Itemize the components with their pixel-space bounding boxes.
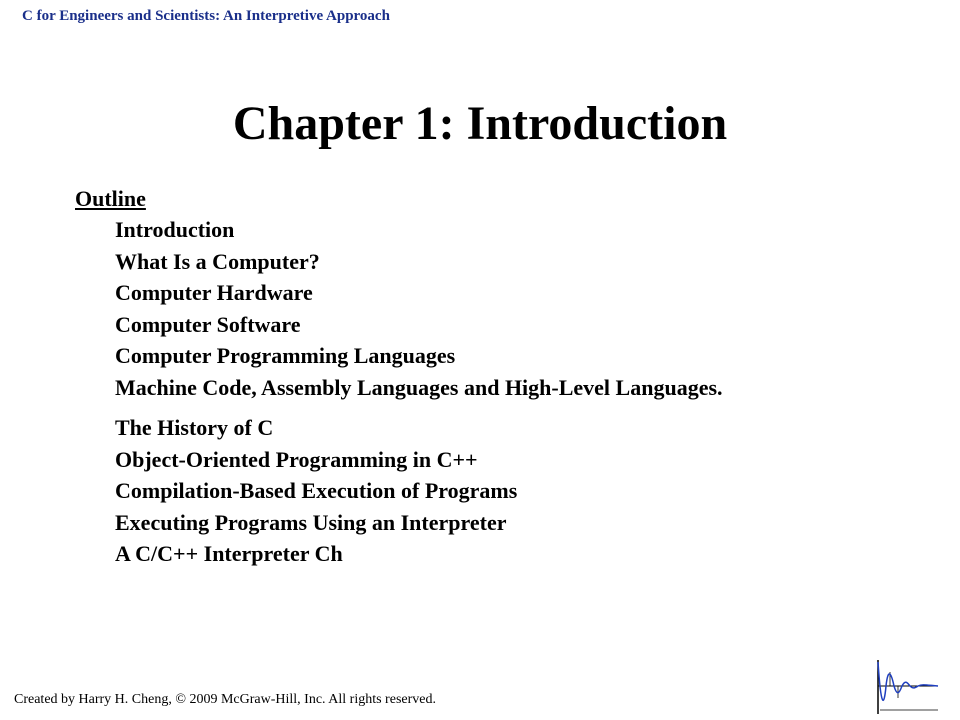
outline-item: Executing Programs Using an Interpreter <box>115 509 507 535</box>
outline-item: Computer Software <box>115 311 301 337</box>
outline-item: Object-Oriented Programming in C++ <box>115 446 478 472</box>
outline-heading: Outline <box>75 186 146 211</box>
chapter-title: Chapter 1: Introduction <box>232 97 728 150</box>
outline-list <box>75 214 723 570</box>
outline-item: What Is a Computer? <box>115 248 320 274</box>
book-title: C for Engineers and Scientists: An Interpretive Approach <box>22 8 390 24</box>
outline-item: A C/C++ Interpreter Ch <box>115 541 343 566</box>
outline-item: Machine Code, Assembly Languages and High-Level Languages. <box>115 374 723 400</box>
outline <box>75 184 723 570</box>
outline-item: Introduction <box>115 217 235 242</box>
outline-item: Computer Programming Languages <box>115 343 456 368</box>
copyright-notice: Created by Harry H. Cheng, © 2009 McGraw-Hill, Inc. All rights reserved. <box>14 692 436 707</box>
outline-item: Compilation-Based Execution of Programs <box>115 478 518 503</box>
outline-item: The History of C <box>115 415 274 440</box>
outline-item: Computer Hardware <box>115 280 313 305</box>
damped-oscillation-logo-icon <box>872 658 940 716</box>
